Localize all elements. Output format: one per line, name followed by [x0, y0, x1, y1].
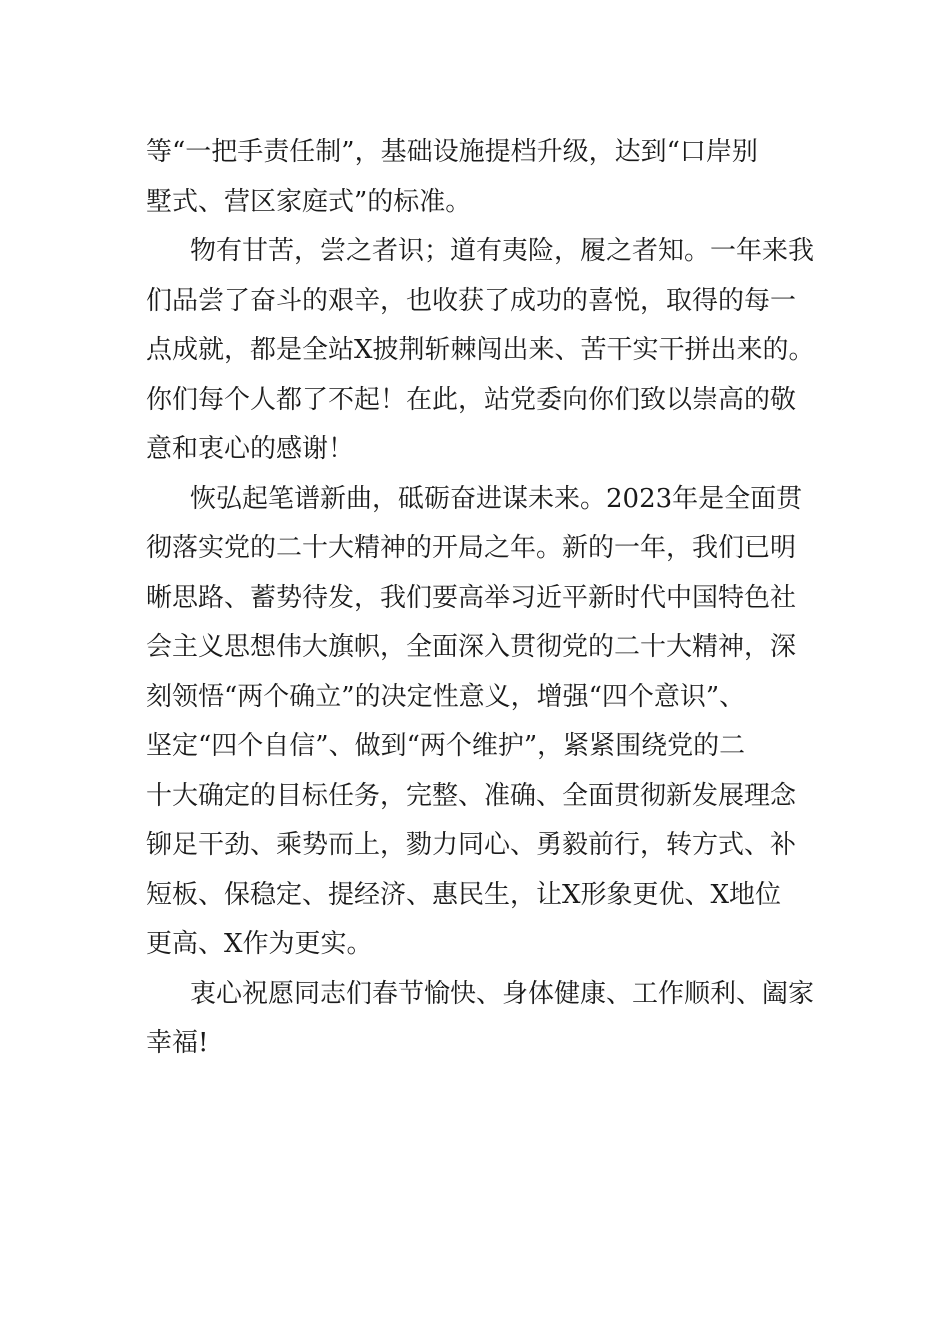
text-line: 彻落实党的二十大精神的开局之年。新的一年，我们已明	[146, 533, 797, 563]
text-line: 铆足干劲、乘势而上，勠力同心、勇毅前行，转方式、补	[146, 830, 797, 860]
paragraph-wishes	[146, 970, 826, 1069]
text-line: 短板、保稳定、提经济、惠民生，让X形象更优、X地位	[146, 879, 782, 910]
text-line: 衷心祝愿同志们春节愉快、身体健康、工作顺利、阖家	[190, 978, 815, 1009]
text-line: 更高、X作为更实。	[146, 929, 373, 959]
text-line: 会主义思想伟大旗帜，全面深入贯彻党的二十大精神，深	[146, 632, 797, 662]
text-line: 十大确定的目标任务，完整、准确、全面贯彻新发展理念	[146, 780, 797, 811]
text-line: 墅式、营区家庭式”的标准。	[146, 186, 472, 217]
paragraph-continuation	[146, 128, 826, 227]
text-line: 幸福!	[146, 1028, 209, 1058]
text-line: 恢弘起笔谱新曲，砥砺奋进谋未来。2023年是全面贯	[190, 483, 803, 514]
text-line: 意和衷心的感谢！	[146, 434, 355, 464]
text-line: 等“一把手责任制”，基础设施提档升级，达到“口岸别	[146, 137, 758, 167]
text-line: 点成就，都是全站X披荆斩棘闯出来、苦干实干拼出来的。	[146, 335, 815, 365]
text-line: 物有甘苦，尝之者识；道有夷险，履之者知。一年来我	[190, 236, 815, 266]
text-line: 刻领悟“两个确立”的决定性意义，增强“四个意识”、	[146, 681, 746, 712]
document-body	[146, 128, 826, 1069]
text-line: 晰思路、蓄势待发，我们要高举习近平新时代中国特色社	[146, 582, 797, 613]
text-line: 们品尝了奋斗的艰辛，也收获了成功的喜悦，取得的每一	[146, 285, 797, 316]
text-line: 你们每个人都了不起！在此，站党委向你们致以崇高的敬	[146, 384, 797, 415]
paragraph-gratitude	[146, 227, 826, 475]
paragraph-outlook	[146, 475, 826, 970]
text-line: 坚定“四个自信”、做到“两个维护”，紧紧围绕党的二	[146, 731, 746, 761]
